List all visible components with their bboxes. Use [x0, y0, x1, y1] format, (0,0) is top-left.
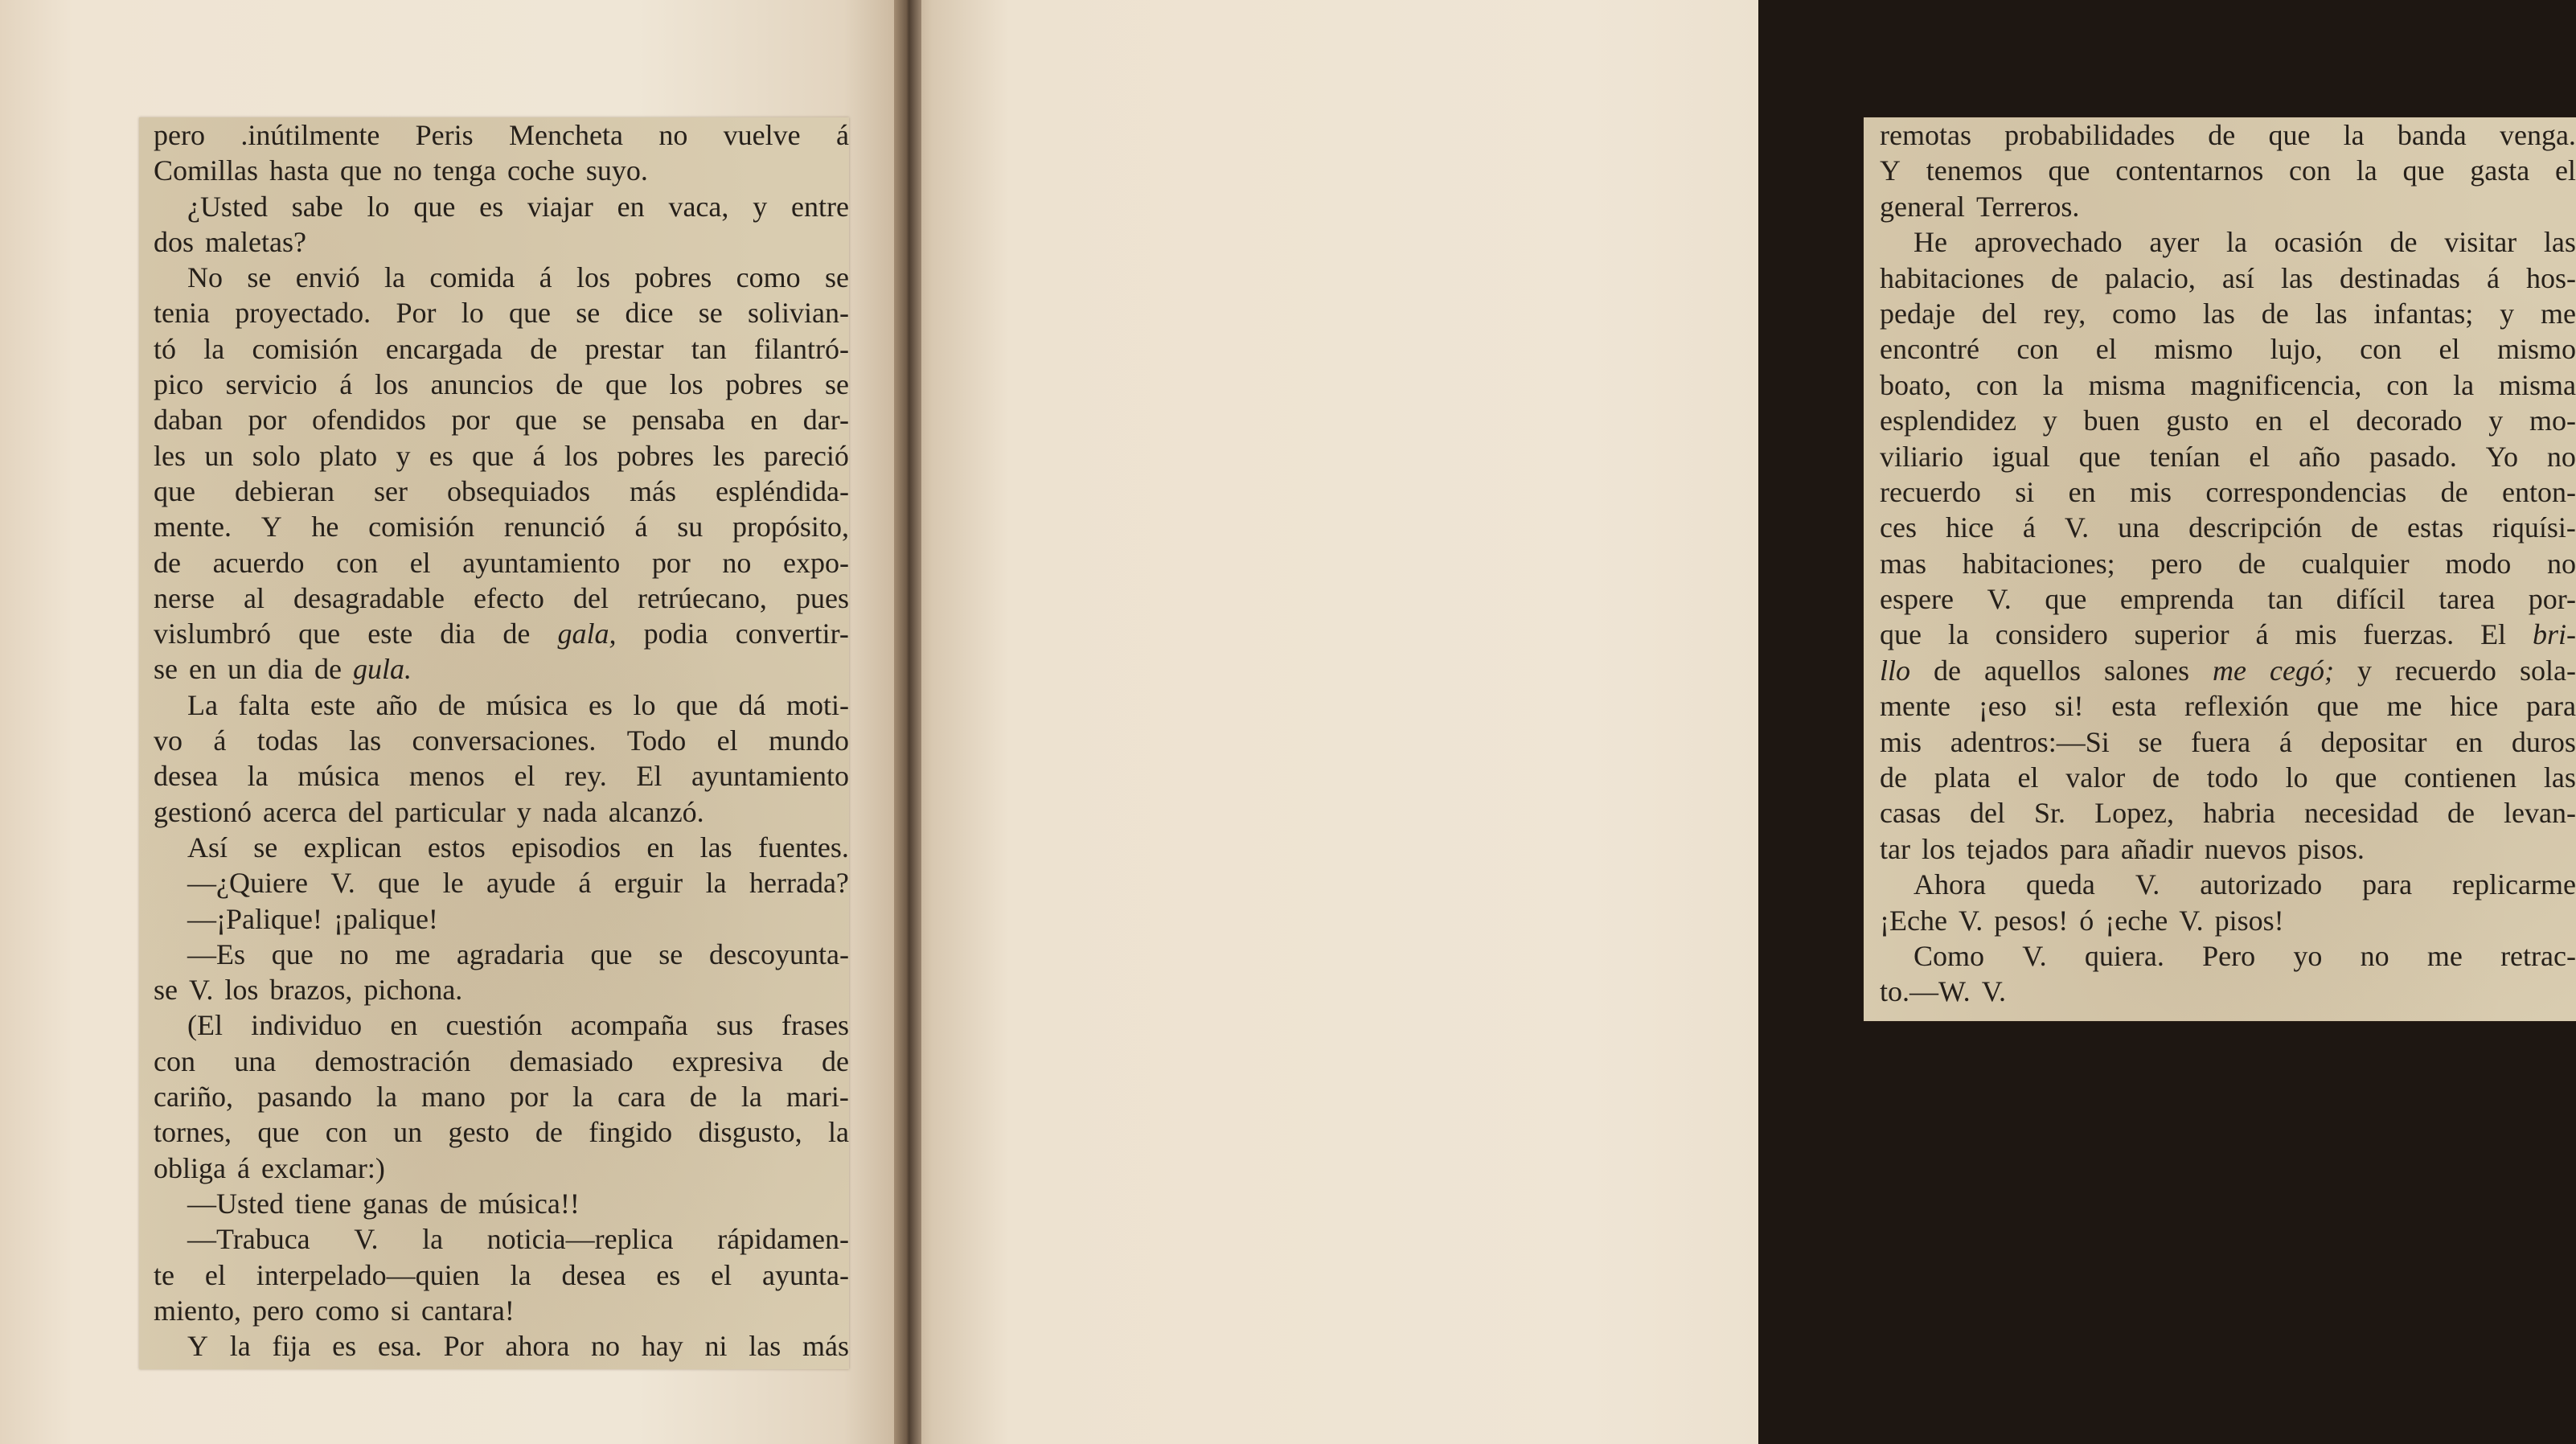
text-line: general Terreros. [1880, 190, 2080, 223]
text-line: daban por ofendidos por que se pensaba en dar- [154, 404, 849, 437]
text-line: obliga á exclamar:) [154, 1151, 385, 1184]
right-page [907, 0, 2576, 1444]
text-line: cariño, pasando la mano por la cara de la mari- [154, 1081, 849, 1114]
text-line: tornes, que con un gesto de fingido disgusto, la [154, 1116, 849, 1149]
text-line: (El individuo en cuestión acompaña sus frases [187, 1009, 849, 1042]
text-line: —¿Quiere V. que le ayude á erguir la herrada? [187, 867, 849, 900]
text-line: miento, pero como si cantara! [154, 1294, 515, 1327]
text-line: Ahora queda V. autorizado para replicarme [1914, 868, 2576, 901]
text-line: con una demostración demasiado expresiva de [154, 1044, 849, 1077]
text-line: Y tenemos que contentarnos con la que gasta el [1880, 154, 2576, 187]
text-line: pero .inútilmente Peris Mencheta no vuelve á [154, 119, 849, 151]
text-line: La falta este año de música es lo que dá moti- [187, 688, 849, 721]
text-line: to.—W. V. [1880, 975, 2007, 1008]
text-line: Como V. quiera. Pero yo no me retrac- [1914, 939, 2576, 972]
text-line: habitaciones de palacio, así las destinadas á hos- [1880, 261, 2576, 294]
text-line: ¡Eche V. pesos! ó ¡eche V. pisos! [1880, 904, 2284, 937]
text-line: mas habitaciones; pero de cualquier modo no [1880, 547, 2576, 580]
text-line: espere V. que emprenda tan difícil tarea por- [1880, 583, 2576, 616]
text-line: nerse al desagradable efecto del retrúecano, pues [154, 581, 849, 614]
text-line: se en un dia de gula. [154, 653, 412, 686]
text-line: No se envió la comida á los pobres como se [187, 261, 849, 294]
text-line: He aprovechado ayer la ocasión de visitar las [1914, 226, 2576, 259]
text-line: mente ¡eso si! esta reflexión que me hice para [1880, 690, 2576, 723]
text-line: desea la música menos el rey. El ayuntamiento [154, 760, 849, 793]
text-line: Y la fija es esa. Por ahora no hay ni las más [187, 1330, 849, 1363]
text-line: —¡Palique! ¡palique! [187, 902, 438, 935]
text-line: pico servicio á los anuncios de que los pobres se [154, 368, 849, 401]
text-line: —Es que no me agradaria que se descoyunta- [187, 937, 849, 970]
text-line: tó la comisión encargada de prestar tan filantró- [154, 332, 849, 365]
text-line: remotas probabilidades de que la banda venga. [1880, 119, 2576, 151]
text-line: —Trabuca V. la noticia—replica rápidamen- [187, 1223, 849, 1256]
right-newspaper-clipping [1864, 117, 2576, 1021]
text-line: vislumbró que este dia de gala, podia convertir- [154, 617, 849, 650]
text-line: de plata el valor de todo lo que contienen las [1880, 761, 2576, 794]
text-line: esplendidez y buen gusto en el decorado y mo- [1880, 404, 2576, 437]
text-line: que la considero superior á mis fuerzas. El bri- [1880, 618, 2576, 651]
text-line: recuerdo si en mis correspondencias de enton- [1880, 475, 2576, 508]
text-line: se V. los brazos, pichona. [154, 974, 463, 1007]
text-line: mis adentros:—Si se fuera á depositar en duros [1880, 725, 2576, 758]
text-line: tenia proyectado. Por lo que se dice se solivian- [154, 297, 849, 330]
text-line: mente. Y he comisión renunció á su propósito, [154, 511, 849, 544]
text-line: tar los tejados para añadir nuevos pisos. [1880, 832, 2365, 865]
text-line: pedaje del rey, como las de las infantas; y me [1880, 297, 2576, 330]
text-line: boato, con la misma magnificencia, con la misma [1880, 368, 2576, 401]
text-line: Comillas hasta que no tenga coche suyo. [154, 154, 648, 187]
text-line: les un solo plato y es que á los pobres les pareció [154, 439, 849, 472]
text-line: dos maletas? [154, 225, 306, 258]
book-gutter [894, 0, 921, 1444]
left-page [0, 0, 907, 1444]
text-line: —Usted tiene ganas de música!! [187, 1187, 580, 1220]
left-newspaper-clipping [139, 117, 849, 1369]
text-line: ¿Usted sabe lo que es viajar en vaca, y entre [187, 190, 849, 223]
text-line: vo á todas las conversaciones. Todo el mundo [154, 724, 849, 757]
text-line: gestionó acerca del particular y nada alcanzó. [154, 795, 704, 828]
text-line: te el interpelado—quien la desea es el ayunta- [154, 1258, 849, 1291]
text-line: de acuerdo con el ayuntamiento por no expo- [154, 546, 849, 579]
text-line: viliario igual que tenían el año pasado. Yo no [1880, 440, 2576, 473]
text-line: llo de aquellos salones me cegó; y recuerdo sola- [1880, 654, 2576, 687]
text-line: ces hice á V. una descripción de estas riquísi- [1880, 511, 2576, 544]
text-line: casas del Sr. Lopez, habria necesidad de levan- [1880, 797, 2576, 830]
text-line: que debieran ser obsequiados más espléndida- [154, 474, 849, 507]
text-line: encontré con el mismo lujo, con el mismo [1880, 333, 2576, 366]
text-line: Así se explican estos episodios en las fuentes. [187, 831, 849, 864]
